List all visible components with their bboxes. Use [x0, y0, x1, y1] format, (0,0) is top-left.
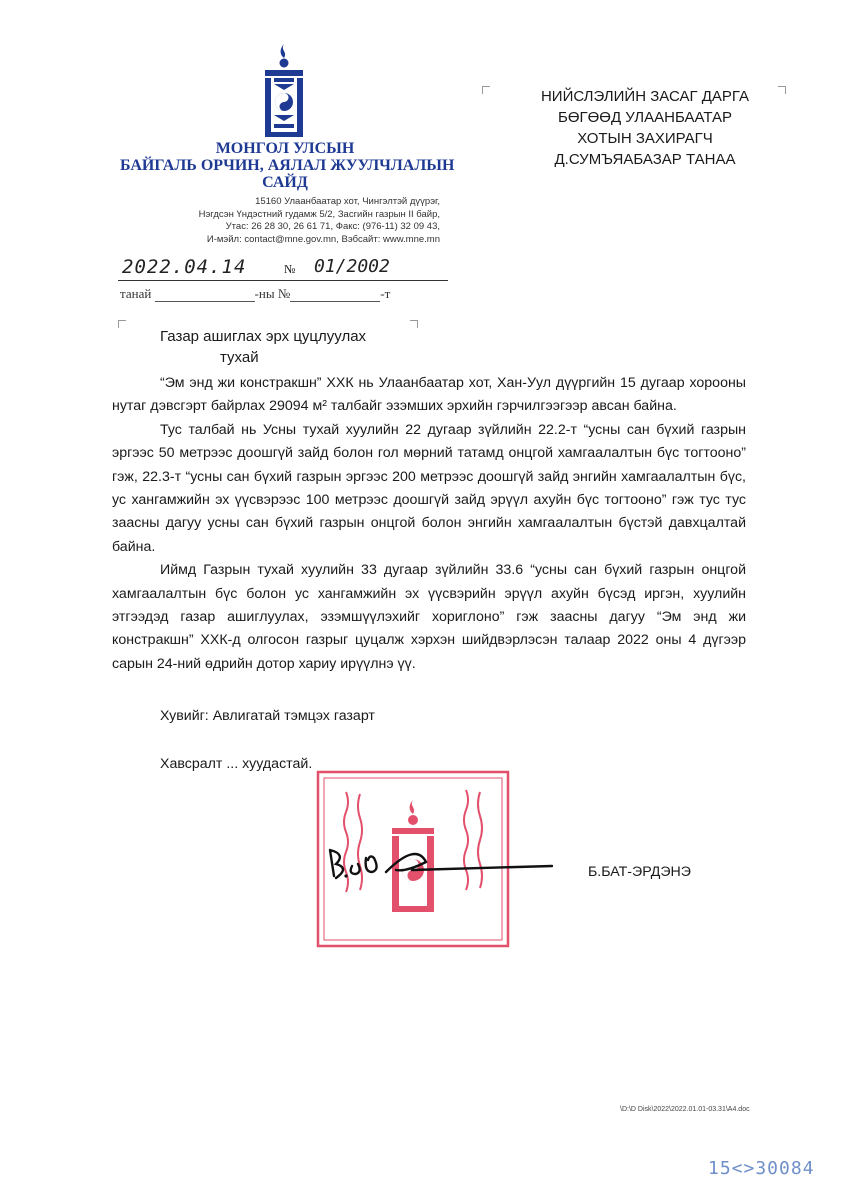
- signer-name: Б.БАТ-ЭРДЭНЭ: [588, 864, 691, 880]
- ref-blank-2: [290, 289, 380, 302]
- ref-prefix: танай: [120, 286, 152, 301]
- body-paragraph-2: Тус талбай нь Усны тухай хуулийн 22 дугаар зүйлийн 22.2-т “усны сан бүхий газрын эргээс 50 метрээс доошгүй зайд болон гол мөрний татамд онцгой хамгаалалтын бүс тогтооно” гэж, 22.3-т “усны сан бүхий газрын эргээс 200 метрээс доошгүй зайд энгийн хамгаалалтын бүс, ус хангамжийн эх үүсвэрээс 100 метрээс доошгүй зайд эрүүл ахуйн бүс тогтооно” гэж тус тус заасны дагуу усны сан бүхий газрын онцгой болон энгийн хамгаалалтын бүстэй давхцалтай байна.: [112, 421, 746, 555]
- subject-line-2: тухай: [220, 349, 259, 366]
- addressee-line-2: БӨГӨӨД УЛААНБААТАР: [557, 109, 733, 126]
- attachment-note: Хавсралт ... хуудастай.: [160, 756, 313, 772]
- body-paragraph-1: “Эм энд жи констракшн” ХХК нь Улаанбаатар хот, Хан-Уул дүүргийн 15 дугаар хорооны нутаг дэвсгэрт байрлах 29094 м² талбайг эзэмших эрхийн гэрчилгээгээр авсан байна.: [112, 375, 746, 415]
- file-path: \D:\D Disk\2022\2022.01.01-03.31\A4.doc: [620, 1106, 750, 1113]
- letter-subject: [160, 326, 366, 368]
- handwritten-signature-icon: [322, 836, 562, 896]
- date-number-line: [118, 256, 448, 281]
- org-line-3: САЙД: [262, 174, 308, 191]
- corner-mark: [482, 86, 490, 94]
- addressee-block: [500, 86, 790, 170]
- body-paragraph-3: Иймд Газрын тухай хуулийн 33 дугаар зүйлийн 33.6 “усны сан бүхий газрын онцгой хамгаалалтын бүс болон ус хангамжийн эх үүсвэрийн эрүүл ахуйн бүсэд иргэн, хуулийн этгээдэд газар ашиглуулах, эзэмшүүлэхийг хориглоно” гэж заасны дагуу “Эм энд жи констракшн” ХХК-д олгосон газрыг цуцалж хэрхэн шийдвэрлэсэн талаар 2022 оны 4 дүгээр сарын 24-ний өдрийн дотор хариу ирүүлнэ үү.: [112, 562, 746, 672]
- org-line-1: МОНГОЛ УЛСЫН: [215, 140, 355, 157]
- copy-to: Хувийг: Авлигатай тэмцэх газарт: [160, 708, 375, 724]
- address-line-3: Утас: 26 28 30, 26 61 71, Факс: (976-11) 32 09 43,: [225, 221, 440, 232]
- letter-date: 2022.04.14: [122, 256, 247, 278]
- organization-name: [120, 140, 455, 191]
- addressee-line-4: Д.СУМЪЯАБАЗАР ТАНАА: [554, 151, 736, 168]
- address-line-4: И-мэйл: contact@mne.gov.mn, Вэбсайт: www.mne.mn: [206, 233, 440, 245]
- ref-blank-1: [155, 289, 255, 302]
- reference-line: [120, 286, 450, 302]
- subject-line-1: Газар ашиглах эрх цуцлуулах: [160, 328, 367, 345]
- addressee-line-1: НИЙСЛЭЛИЙН ЗАСАГ ДАРГА: [540, 88, 750, 105]
- state-emblem-icon: [262, 42, 306, 138]
- address-line-1: 15160 Улаанбаатар хот, Чингэлтэй дүүрэг,: [255, 196, 440, 207]
- address-line-2: Нэгдсэн Үндэстний гудамж 5/2, Засгийн газрын II байр,: [198, 208, 440, 220]
- addressee-line-3: ХОТЫН ЗАХИРАГЧ: [577, 130, 713, 147]
- ref-mid: -ны №: [254, 286, 291, 301]
- corner-mark: [118, 320, 126, 328]
- letter-body: [112, 372, 746, 676]
- ref-suffix: -т: [380, 286, 391, 301]
- number-label: №: [284, 262, 296, 276]
- serial-number: 15<>30084: [708, 1158, 815, 1179]
- corner-mark: [410, 320, 418, 328]
- letter-number: 01/2002: [314, 256, 390, 277]
- organization-address: [110, 196, 440, 246]
- org-line-2: БАЙГАЛЬ ОРЧИН, АЯЛАЛ ЖУУЛЧЛАЛЫН: [120, 157, 455, 174]
